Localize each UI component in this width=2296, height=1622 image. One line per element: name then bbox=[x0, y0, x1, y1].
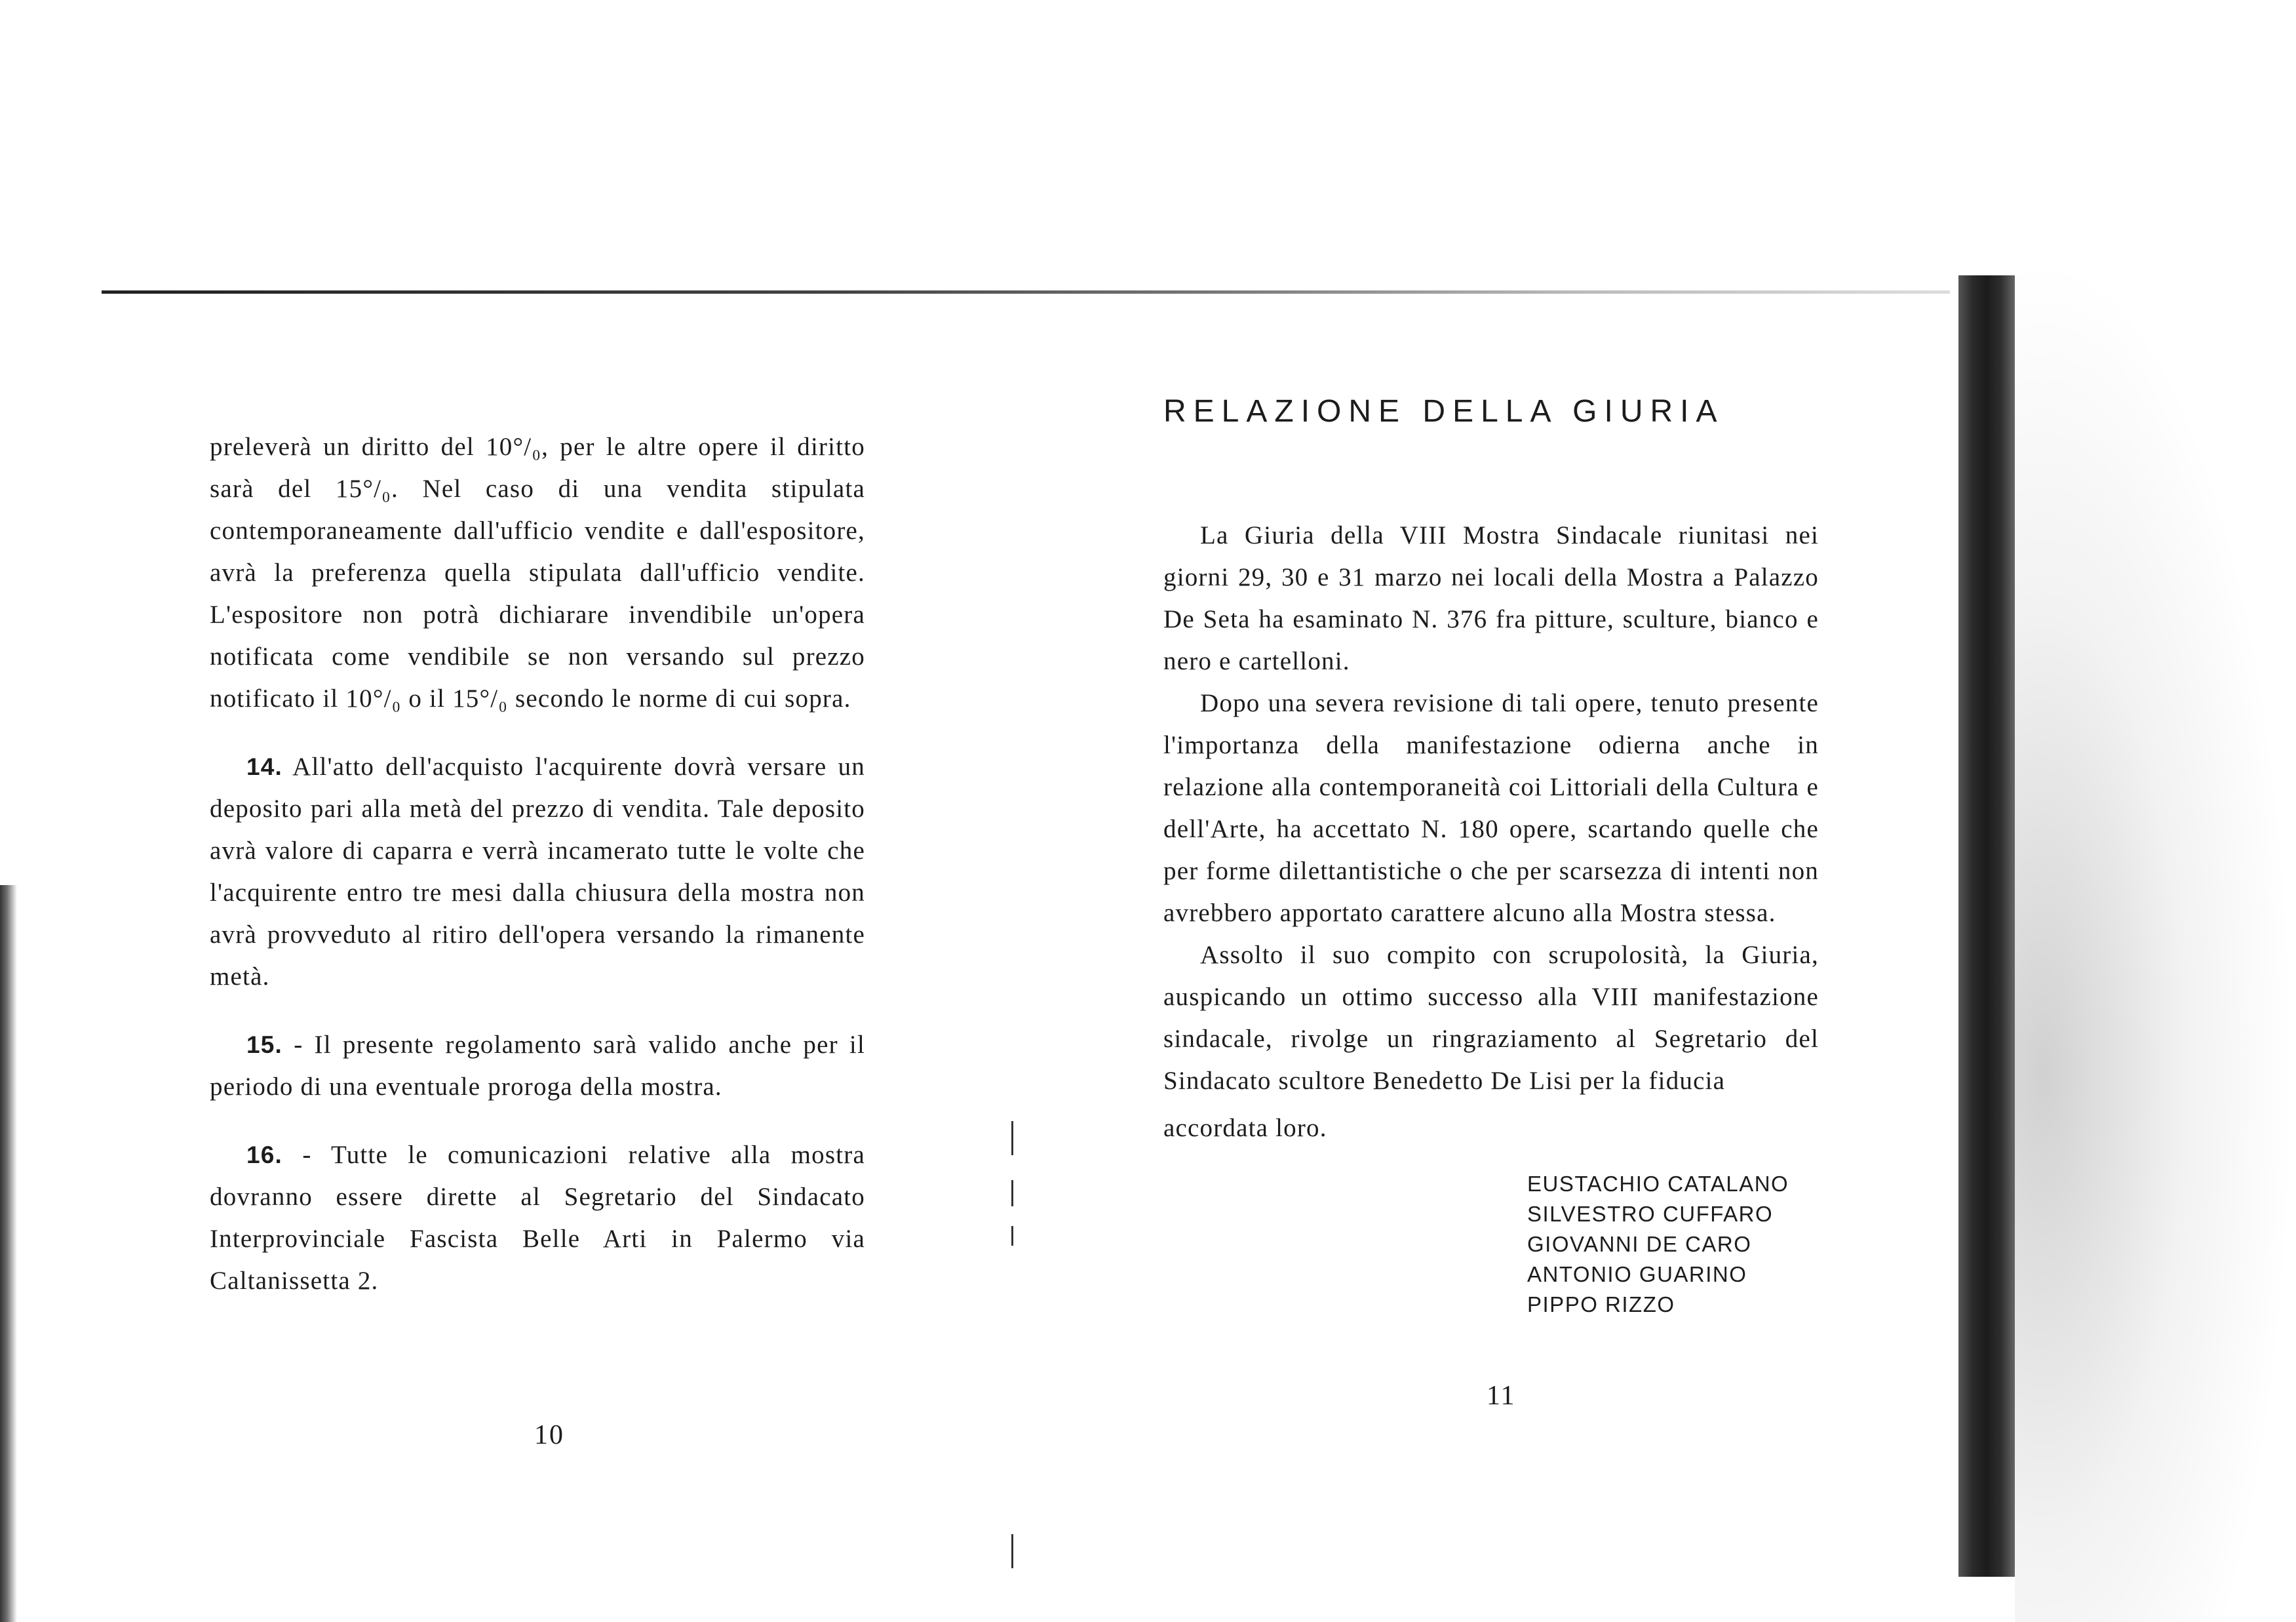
article-number: 16. bbox=[246, 1141, 283, 1168]
jury-closing: accordata loro. bbox=[1163, 1114, 1327, 1142]
article-text: - Tutte le comunicazioni relative alla mostra dovranno essere dirette al Segretario del Sindacato Interprovinciale Fascista Belle Arti in Palermo via Caltanissetta 2. bbox=[210, 1141, 865, 1295]
signature: EUSTACHIO CATALANO bbox=[1527, 1172, 1789, 1196]
page-number-right: 11 bbox=[1487, 1381, 1516, 1411]
right-scan-shadow bbox=[2015, 249, 2296, 1622]
right-page bbox=[1163, 367, 1819, 1320]
paragraph-continued bbox=[210, 426, 865, 720]
jury-paragraph: Dopo una severa revisione di tali opere, tenuto presente l'importanza della manifestazione odierna anche in relazione alla contemporaneità coi Littoriali della Cultura e dell'Arte, ha accettato N. 180 opere, scartando quelle che per forme dilettantistiche o che per scarsezza di intenti non avrebbero apportato carattere alcuno alla Mostra stessa. bbox=[1163, 689, 1819, 927]
jury-paragraph: La Giuria della VIII Mostra Sindacale riunitasi nei giorni 29, 30 e 31 marzo nei locali della Mostra a Palazzo De Seta ha esaminato N. 376 fra pitture, sculture, bianco e nero e cartelloni. bbox=[1163, 521, 1819, 675]
paragraph-text: preleverà un diritto del 10°/₀, per le altre opere il diritto sarà del 15°/₀. Nel caso di una vendita stipulata contemporaneamente dall'ufficio vendite e dall'espositore, avrà la preferenza quella stipulata dall'ufficio vendite. L'espositore non potrà dichiarare invendibile un'opera notificata come vendibile se non versando sul prezzo notificato il 10°/₀ o il 15°/₀ secondo le norme di cui sopra. bbox=[210, 433, 865, 713]
left-scan-shadow bbox=[0, 885, 17, 1622]
signature: ANTONIO GUARINO bbox=[1527, 1262, 1747, 1286]
left-page bbox=[210, 367, 865, 1328]
gutter-mark bbox=[1011, 1226, 1013, 1246]
jury-paragraph: Assolto il suo compito con scrupolosità, la Giuria, auspicando un ottimo successo alla VIII manifestazione sindacale, rivolge un ringraziamento al Segretario del Sindacato scultore Benedetto De Lisi per la fiducia bbox=[1163, 941, 1819, 1095]
article-number: 15. bbox=[246, 1031, 283, 1058]
signature: PIPPO RIZZO bbox=[1527, 1292, 1675, 1316]
article-14 bbox=[210, 746, 865, 998]
gutter-mark bbox=[1011, 1534, 1013, 1568]
article-16 bbox=[210, 1134, 865, 1302]
article-15 bbox=[210, 1024, 865, 1108]
gutter-mark bbox=[1011, 1180, 1013, 1206]
signature: SILVESTRO CUFFARO bbox=[1527, 1202, 1774, 1226]
page-title: RELAZIONE DELLA GIURIA bbox=[1163, 394, 1724, 429]
signature-list bbox=[1527, 1169, 1819, 1320]
book-spine-edge bbox=[1958, 275, 2015, 1577]
article-text: All'atto dell'acquisto l'acquirente dovrà versare un deposito pari alla metà del prezzo di vendita. Tale deposito avrà valore di caparra e verrà incamerato tutte le volte che l'acquirente entro tre mesi dalla chiusura della mostra non avrà provveduto al ritiro dell'opera versando la rimanente metà. bbox=[210, 753, 865, 991]
page-number-left: 10 bbox=[534, 1420, 564, 1450]
article-number: 14. bbox=[246, 753, 283, 780]
page-top-edge bbox=[102, 290, 1950, 294]
gutter-mark bbox=[1011, 1121, 1013, 1155]
signature: GIOVANNI DE CARO bbox=[1527, 1232, 1752, 1256]
article-text: - Il presente regolamento sarà valido anche per il periodo di una eventuale proroga della mostra. bbox=[210, 1031, 866, 1101]
